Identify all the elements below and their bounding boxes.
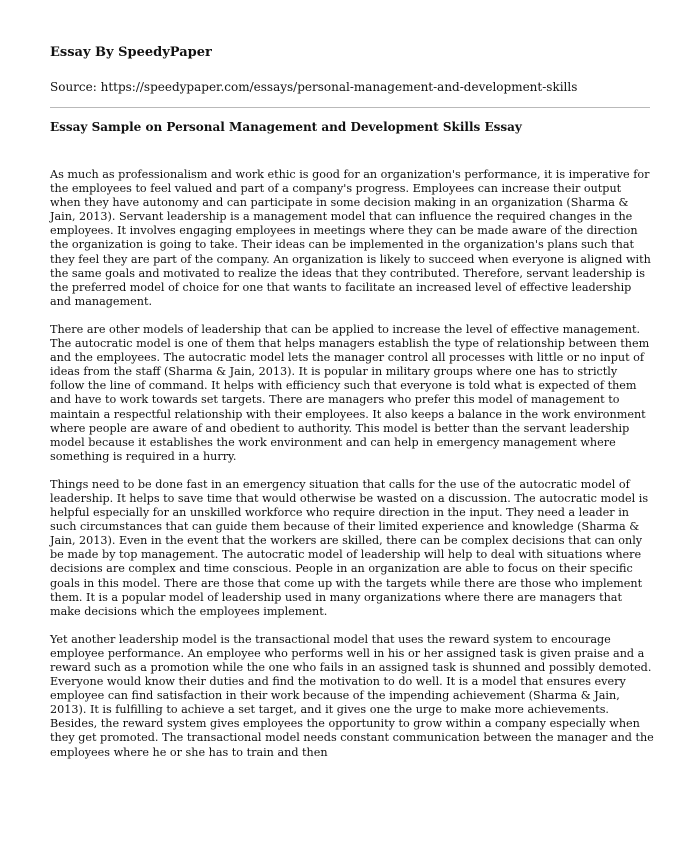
essay-title: Essay Sample on Personal Management and Development Skills Essay (50, 120, 522, 134)
essay-paragraph-2: There are other models of leadership that can be applied to increase the level of effective management. The autocratic model is one of them that helps managers establish the type of relationship between them and the employees. The autocratic model lets the manager control all processes with little or no input of ideas from the staff (Sharma & Jain, 2013). It is popular in military groups where one has to strictly follow the line of command. It helps with efficiency such that everyone is told what is expected of them and have to work towards set targets. There are managers who prefer this model of management to maintain a respectful relationship with their employees. It also keeps a balance in the work environment where people are aware of and obedient to authority. This model is better than the servant leadership model because it establishes the work environment and can help in emergency management where something is required in a hurry. (50, 322, 650, 463)
essay-paragraph-4: Yet another leadership model is the transactional model that uses the reward system to encourage employee performance. An employee who performs well in his or her assigned task is given praise and a reward such as a promotion while the one who fails in an assigned task is shunned and possibly demoted. Everyone would know their duties and find the motivation to do well. It is a model that ensures every employee can find satisfaction in their work because of the impending achievement (Sharma & Jain, 2013). It is fulfilling to achieve a set target, and it gives one the urge to make more achievements. Besides, the reward system gives employees the opportunity to grow within a company especially when they get promoted. The transactional model needs constant communication between the manager and the employees where he or she has to train and then (50, 632, 654, 759)
header-divider (50, 107, 650, 108)
essay-paragraph-1: As much as professionalism and work ethic is good for an organization's performance, it is imperative for the employees to feel valued and part of a company's progress. Employees can increase their output when they have autonomy and can participate in some decision making in an organization (Sharma & Jain, 2013). Servant leadership is a management model that can influence the required changes in the employees. It involves engaging employees in meetings where they can be made aware of the direction the organization is going to take. Their ideas can be implemented in the organization's plans such that they feel they are part of the company. An organization is likely to succeed when everyone is aligned with the same goals and motivated to realize the ideas that they contributed. Therefore, servant leadership is the preferred model of choice for one that wants to facilitate an increased level of effective leadership and management. (50, 168, 651, 308)
essay-paragraph-3: Things need to be done fast in an emergency situation that calls for the use of the autocratic model of leadership. It helps to save time that would otherwise be wasted on a discussion. The autocratic model is helpful especially for an unskilled workforce who require direction in the input. They need a leader in such circumstances that can guide them because of their limited experience and knowledge (Sharma & Jain, 2013). Even in the event that the workers are skilled, there can be complex decisions that can only be made by top management. The autocratic model of leadership will help to deal with situations where decisions are complex and time conscious. People in an organization are able to focus on their specific goals in this model. There are those that come up with the targets while there are those who implement them. It is a popular model of leadership used in many organizations where there are managers that make decisions which the employees implement. (50, 477, 649, 618)
brand-title: Essay By SpeedyPaper (50, 45, 212, 60)
essay-body (50, 168, 655, 774)
source-line: Source: https://speedypaper.com/essays/personal-management-and-development-skills (50, 80, 578, 94)
document-header (50, 45, 650, 95)
